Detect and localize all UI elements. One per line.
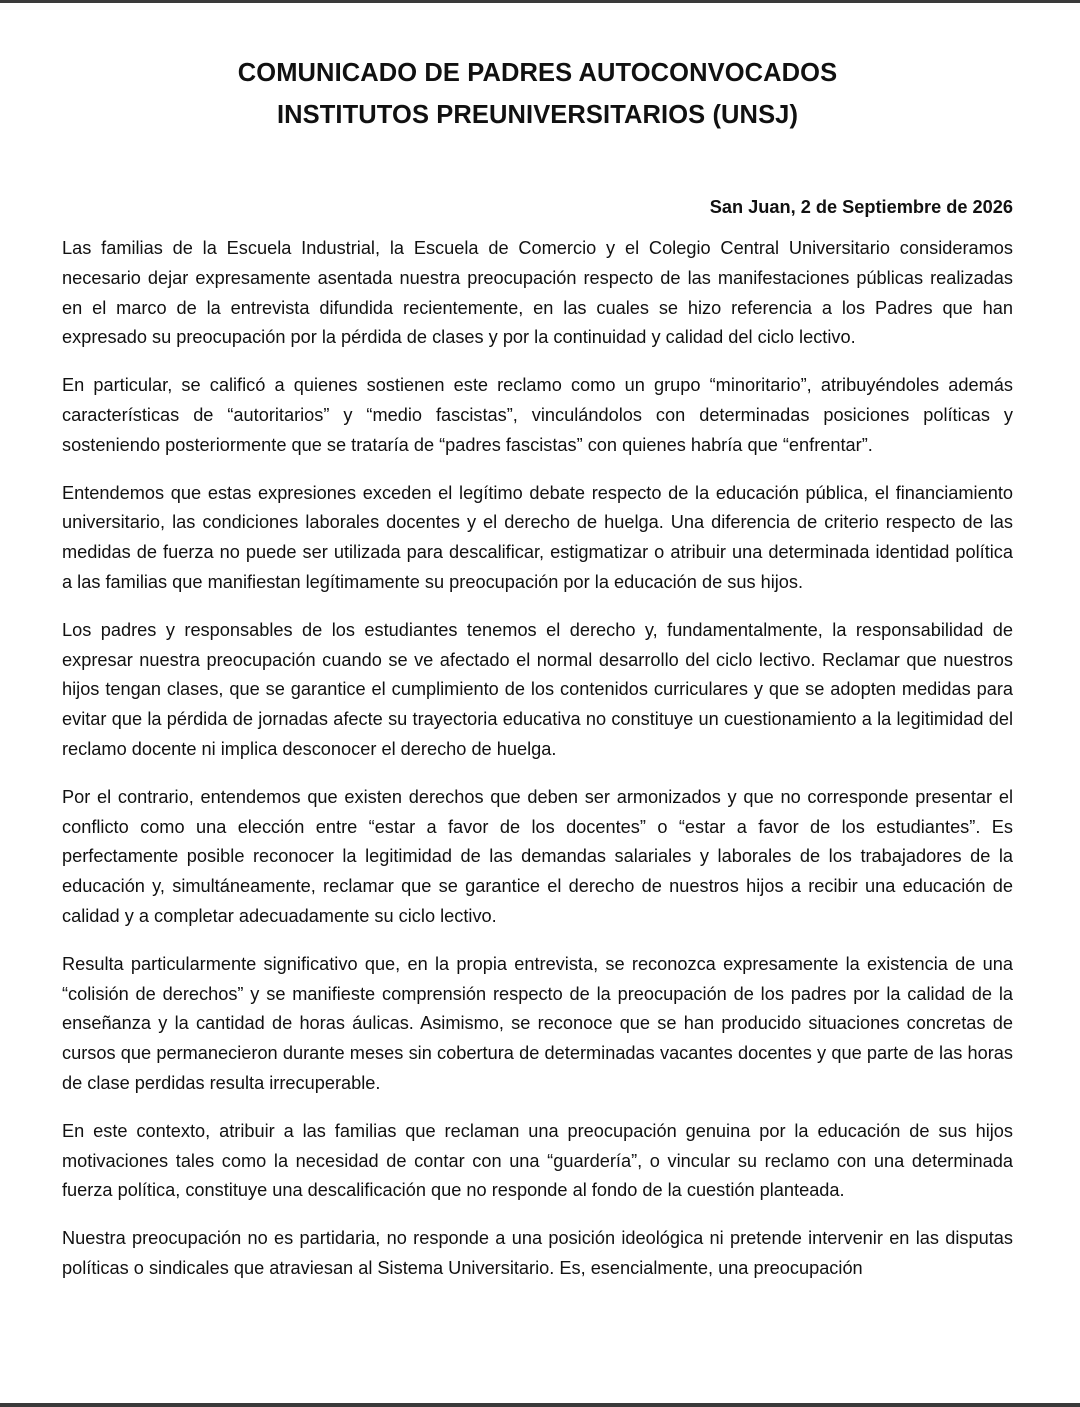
paragraph-7: En este contexto, atribuir a las familias que reclaman una preocupación genuina por la educación de sus hijos motivaciones tales como la necesidad de contar con una “guardería”, o vincular su reclamo con una determinada fuerza política, constituye una descalificación que no responde al fondo de la cuestión planteada. [62, 1120, 1013, 1201]
paragraph-1: Las familias de la Escuela Industrial, la Escuela de Comercio y el Colegio Central Universitario consideramos necesario dejar expresamente asentada nuestra preocupación respecto de las manifestaciones públicas realizadas en el marco de la entrevista difundida recientemente, en las cuales se hizo referencia a los Padres que han expresado su preocupación por la pérdida de clases y por la continuidad y calidad del ciclo lectivo. [62, 238, 1013, 348]
paragraph-8: Nuestra preocupación no es partidaria, no responde a una posición ideológica ni pretende intervenir en las disputas políticas o sindicales que atraviesan al Sistema Universitario. Es, esencialmente, una preocupación [62, 1228, 1013, 1278]
document-title-line-2: INSTITUTOS PREUNIVERSITARIOS (UNSJ) [276, 101, 799, 129]
paragraph-2: En particular, se calificó a quienes sostienen este reclamo como un grupo “minoritario”, atribuyéndoles además características de “autoritarios” y “medio fascistas”, vinculándolos con determinadas posiciones políticas y sosteniendo posteriormente que se trataría de “padres fascistas” con quienes habría que “enfrentar”. [62, 375, 1013, 455]
document-page [62, 0, 1013, 1284]
document-body [62, 234, 1013, 1284]
paragraph-5: Por el contrario, entendemos que existen derechos que deben ser armonizados y que no corresponde presentar el conflicto como una elección entre “estar a favor de los docentes” o “estar a favor de los estudiantes”. Es perfectamente posible reconocer la legitimidad de las demandas salariales y laborales de los trabajadores de la educación y, simultáneamente, reclamar que se garantice el derecho de nuestros hijos a recibir una educación de calidad y a completar adecuadamente su ciclo lectivo. [62, 786, 1013, 926]
paragraph-3: Entendemos que estas expresiones exceden el legítimo debate respecto de la educación pública, el financiamiento universitario, las condiciones laborales docentes y el derecho de huelga. Una diferencia de criterio respecto de las medidas de fuerza no puede ser utilizada para descalificar, estigmatizar o atribuir una determinada identidad política a las familias que manifiestan legítimamente su preocupación por la educación de sus hijos. [62, 482, 1013, 592]
document-title-line-1: COMUNICADO DE PADRES AUTOCONVOCADOS [237, 59, 838, 87]
place-date: San Juan, 2 de Septiembre de 2026 [709, 197, 1013, 217]
page-bottom-edge [0, 1403, 1080, 1407]
paragraph-6: Resulta particularmente significativo que, en la propia entrevista, se reconozca expresamente la existencia de una “colisión de derechos” y se manifieste comprensión respecto de la preocupación de los padres por la calidad de la enseñanza y la cantidad de horas áulicas. Asimismo, se reconoce que se han producido situaciones concretas de cursos que permanecieron durante meses sin cobertura de determinadas vacantes docentes y que parte de las horas de clase perdidas resulta irrecuperable. [62, 953, 1013, 1093]
paragraph-4: Los padres y responsables de los estudiantes tenemos el derecho y, fundamentalmente, la responsabilidad de expresar nuestra preocupación cuando se ve afectado el normal desarrollo del ciclo lectivo. Reclamar que nuestros hijos tengan clases, que se garantice el cumplimiento de los contenidos curriculares y que se adopten medidas para evitar que la pérdida de jornadas afecte su trayectoria educativa no constituye un cuestionamiento a la legitimidad del reclamo docente ni implica desconocer el derecho de huelga. [62, 619, 1013, 759]
